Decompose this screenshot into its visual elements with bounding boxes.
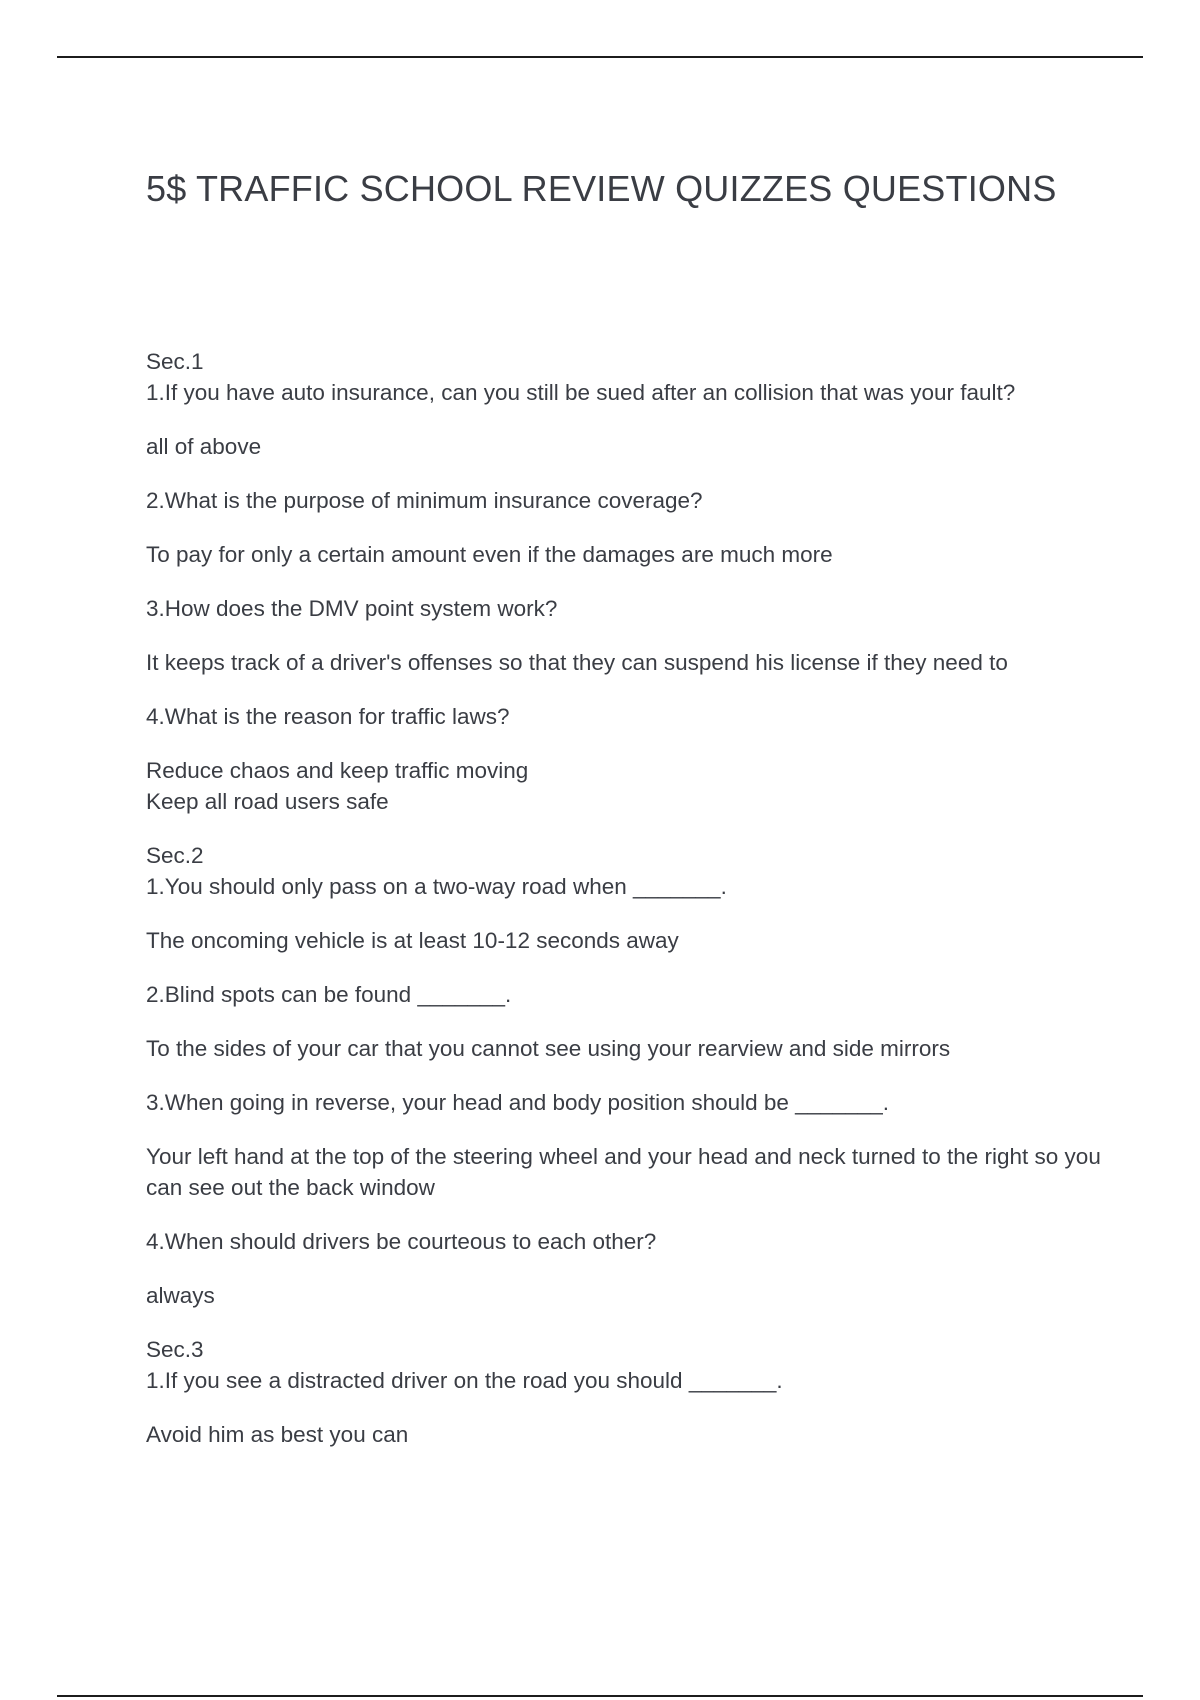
answer-line: To pay for only a certain amount even if the damages are much more (146, 542, 833, 567)
top-divider (57, 56, 1143, 58)
answer-text (146, 539, 1106, 570)
answer-line: It keeps track of a driver's offenses so that they can suspend his license if they need to (146, 650, 1008, 675)
answer-text (146, 431, 1106, 462)
section-label: Sec.3 (146, 1337, 204, 1362)
answer-line: Your left hand at the top of the steering wheel and your head and neck turned to the right so you can see out the back window (146, 1144, 1101, 1200)
section-label: Sec.2 (146, 843, 204, 868)
answer-text (146, 755, 1106, 817)
answer-line: To the sides of your car that you cannot see using your rearview and side mirrors (146, 1036, 951, 1061)
answer-line: all of above (146, 434, 262, 459)
answer-line: Keep all road users safe (146, 789, 389, 814)
question-text: 2.Blind spots can be found _______. (146, 982, 512, 1007)
answer-line: Avoid him as best you can (146, 1422, 409, 1447)
document-body (146, 346, 1106, 1473)
answer-text (146, 1419, 1106, 1450)
page-title: 5$ TRAFFIC SCHOOL REVIEW QUIZZES QUESTIONS (146, 168, 1057, 209)
question-text: 4.What is the reason for traffic laws? (146, 704, 510, 729)
answer-line: Reduce chaos and keep traffic moving (146, 758, 529, 783)
question-text: 3.How does the DMV point system work? (146, 596, 558, 621)
answer-text (146, 1280, 1106, 1311)
answer-text (146, 1033, 1106, 1064)
answer-text (146, 925, 1106, 956)
question-text: 4.When should drivers be courteous to each other? (146, 1229, 657, 1254)
answer-line: always (146, 1283, 215, 1308)
section-label: Sec.1 (146, 349, 204, 374)
question-text: 1.You should only pass on a two-way road when _______. (146, 874, 727, 899)
answer-line: The oncoming vehicle is at least 10-12 seconds away (146, 928, 679, 953)
question-text: 2.What is the purpose of minimum insurance coverage? (146, 488, 703, 513)
answer-text (146, 1141, 1106, 1203)
question-text: 3.When going in reverse, your head and body position should be _______. (146, 1090, 890, 1115)
question-text: 1.If you see a distracted driver on the road you should _______. (146, 1368, 783, 1393)
answer-text (146, 647, 1106, 678)
bottom-divider (57, 1695, 1143, 1697)
question-text: 1.If you have auto insurance, can you still be sued after an collision that was your fault? (146, 380, 1016, 405)
